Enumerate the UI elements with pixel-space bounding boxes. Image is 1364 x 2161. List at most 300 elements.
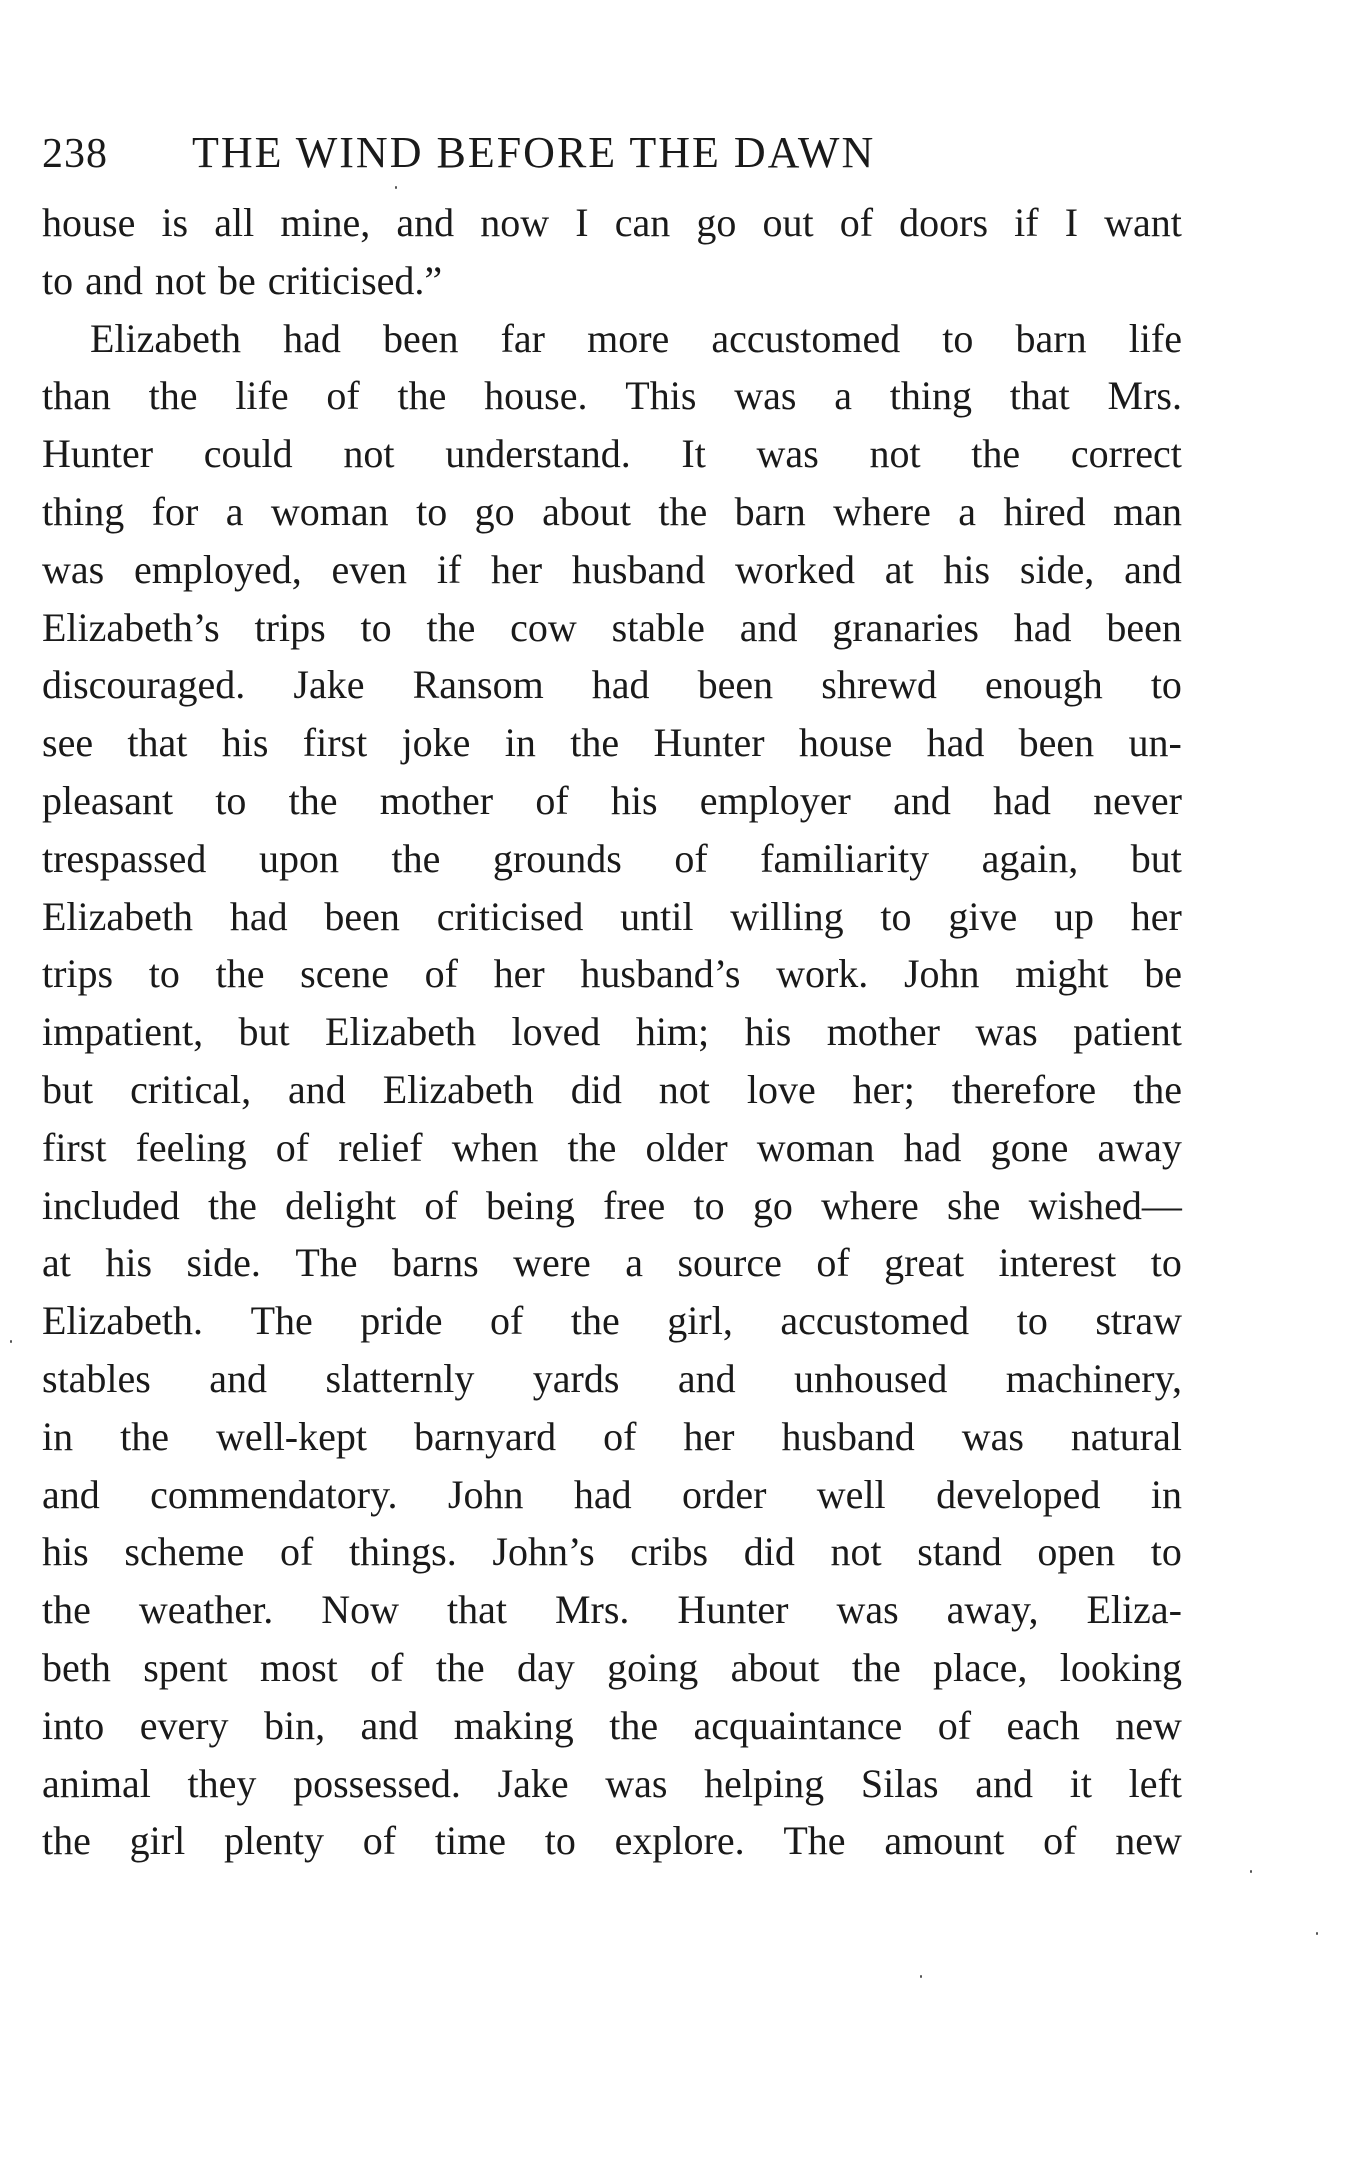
- word: Mrs.: [1107, 373, 1182, 419]
- word: amount: [884, 1818, 1005, 1864]
- word: barn: [1015, 315, 1087, 361]
- word: each: [1006, 1702, 1080, 1748]
- word: to: [42, 257, 74, 303]
- word: away: [1097, 1124, 1182, 1170]
- word: work.: [776, 951, 869, 997]
- text-line: [42, 656, 1182, 714]
- word: her: [1130, 893, 1182, 939]
- word: been: [1106, 604, 1182, 650]
- text-line: [42, 1061, 1182, 1119]
- word: John: [903, 951, 980, 997]
- word: Hunter: [677, 1587, 789, 1633]
- word: and: [893, 777, 951, 823]
- text-line: [42, 194, 1182, 252]
- word: but: [42, 1066, 94, 1112]
- word: the: [971, 431, 1021, 477]
- word: plenty: [223, 1818, 324, 1864]
- word: woman: [756, 1124, 875, 1170]
- word: but: [238, 1009, 290, 1055]
- word: This: [625, 373, 697, 419]
- word: yards: [532, 1355, 620, 1401]
- word: was: [734, 373, 797, 419]
- word: to: [942, 315, 974, 361]
- word: at: [42, 1240, 71, 1286]
- word: and: [85, 257, 143, 303]
- word: trespassed: [42, 835, 207, 881]
- word: man: [1113, 488, 1182, 534]
- word: grounds: [492, 835, 622, 881]
- word: familiarity: [760, 835, 930, 881]
- word: feeling: [135, 1124, 247, 1170]
- word: far: [500, 315, 546, 361]
- word: had: [993, 777, 1051, 823]
- word: had: [903, 1124, 962, 1170]
- word: John’s: [492, 1529, 595, 1575]
- word: Silas: [860, 1760, 939, 1806]
- word: his: [610, 777, 658, 823]
- word: animal: [42, 1760, 151, 1806]
- word: the: [851, 1644, 901, 1690]
- word: of: [326, 373, 360, 419]
- word: Hunter: [42, 431, 154, 477]
- word: gone: [990, 1124, 1069, 1170]
- word: going: [607, 1644, 699, 1690]
- text-line: [42, 1003, 1182, 1061]
- text-line: [42, 1292, 1182, 1350]
- word: his: [943, 546, 991, 592]
- text-line: [42, 1639, 1182, 1697]
- word: and: [1124, 546, 1182, 592]
- word: first: [302, 720, 368, 766]
- word: life: [1128, 315, 1182, 361]
- paper-speck: [1250, 1870, 1252, 1873]
- word: girl: [129, 1818, 186, 1864]
- running-head: [42, 118, 1182, 188]
- word: of: [370, 1644, 404, 1690]
- word: not: [830, 1529, 882, 1575]
- word: to: [1016, 1298, 1048, 1344]
- word: Ransom: [412, 662, 544, 708]
- word: to: [148, 951, 180, 997]
- word: helping: [704, 1760, 825, 1806]
- word: source: [677, 1240, 782, 1286]
- word: Elizabeth’s: [42, 604, 220, 650]
- word: out: [762, 200, 814, 245]
- word: barnyard: [413, 1413, 557, 1459]
- word: the: [120, 1413, 169, 1459]
- word: the: [570, 720, 620, 766]
- word: employer: [699, 777, 851, 823]
- paper-speck: [395, 186, 397, 189]
- text-line: [42, 599, 1182, 657]
- word: all: [214, 200, 255, 245]
- word: of: [424, 1182, 458, 1228]
- word: Jake: [497, 1760, 569, 1806]
- word: his: [105, 1240, 153, 1286]
- word: trips: [42, 951, 114, 997]
- word: not: [343, 431, 395, 477]
- word: his: [221, 720, 269, 766]
- word: they: [187, 1760, 257, 1806]
- word: had: [926, 720, 985, 766]
- word: the: [207, 1182, 257, 1228]
- word: about: [730, 1644, 820, 1690]
- word: of: [1043, 1818, 1077, 1864]
- word: at: [884, 546, 914, 592]
- word: was: [42, 546, 105, 592]
- word: criticised.”: [267, 257, 443, 303]
- word: the: [567, 1124, 617, 1170]
- word: Mrs.: [554, 1587, 630, 1633]
- word: of: [275, 1124, 310, 1170]
- word: the: [426, 604, 476, 650]
- word: was: [836, 1587, 899, 1633]
- word: joke: [401, 720, 471, 766]
- word: loved: [511, 1009, 601, 1055]
- word: of: [816, 1240, 850, 1286]
- word: cribs: [630, 1529, 709, 1575]
- word: The: [250, 1298, 313, 1344]
- word: about: [542, 488, 631, 534]
- word: of: [674, 835, 708, 881]
- word: mother: [826, 1009, 940, 1055]
- word: time: [434, 1818, 506, 1864]
- word: but: [1130, 835, 1182, 881]
- word: wished—: [1028, 1182, 1182, 1228]
- text-line: [42, 1408, 1182, 1466]
- word: love: [746, 1066, 816, 1112]
- word: new: [1115, 1702, 1182, 1748]
- word: not: [658, 1066, 710, 1112]
- word: impatient,: [42, 1009, 204, 1055]
- word: the: [435, 1644, 485, 1690]
- word: delight: [285, 1182, 397, 1228]
- text-line: [42, 1119, 1182, 1177]
- word: when: [451, 1124, 539, 1170]
- word: in: [1150, 1471, 1182, 1517]
- word: it: [1069, 1760, 1092, 1806]
- word: the: [658, 488, 708, 534]
- word: and: [739, 604, 798, 650]
- word: been: [324, 893, 400, 939]
- word: of: [490, 1298, 524, 1344]
- word: scheme: [124, 1529, 245, 1575]
- word: might: [1015, 951, 1109, 997]
- word: and: [42, 1471, 100, 1517]
- text-line: [42, 945, 1182, 1003]
- word: to: [544, 1818, 576, 1864]
- word: mother: [379, 777, 494, 823]
- word: to: [880, 893, 912, 939]
- word: was: [975, 1009, 1038, 1055]
- text-line: [42, 541, 1182, 599]
- word: machinery,: [1005, 1355, 1182, 1401]
- word: and: [975, 1760, 1034, 1806]
- word: away,: [946, 1587, 1039, 1633]
- word: life: [235, 373, 289, 419]
- text-line: [42, 1523, 1182, 1581]
- word: correct: [1070, 431, 1182, 477]
- word: cow: [510, 604, 577, 650]
- word: new: [1115, 1818, 1182, 1864]
- word: to: [1150, 1529, 1182, 1575]
- text-line: [42, 310, 1182, 368]
- word: John: [447, 1471, 524, 1517]
- word: did: [743, 1529, 795, 1575]
- word: making: [453, 1702, 574, 1748]
- word: side,: [1019, 546, 1095, 592]
- word: commendatory.: [150, 1471, 398, 1517]
- word: straw: [1095, 1298, 1182, 1344]
- word: Eliza-: [1086, 1587, 1182, 1633]
- word: Elizabeth: [382, 1066, 534, 1112]
- word: every: [139, 1702, 229, 1748]
- word: and: [677, 1355, 736, 1401]
- word: and: [360, 1702, 419, 1748]
- word: relief: [338, 1124, 423, 1170]
- word: the: [148, 373, 198, 419]
- word: girl,: [667, 1298, 733, 1344]
- paper-speck: [10, 1340, 12, 1343]
- word: and: [396, 200, 455, 245]
- word: the: [215, 951, 265, 997]
- page-number: 238: [42, 131, 108, 177]
- word: was: [756, 431, 819, 477]
- word: a: [834, 373, 852, 419]
- word: most: [260, 1644, 338, 1690]
- word: into: [42, 1702, 105, 1748]
- text-line: [42, 483, 1182, 541]
- word: in: [504, 720, 536, 766]
- text-line: [42, 1755, 1182, 1813]
- word: that: [446, 1587, 507, 1633]
- word: now: [480, 200, 550, 245]
- word: give: [948, 893, 1018, 939]
- text-line: [42, 1234, 1182, 1292]
- word: discouraged.: [42, 662, 246, 708]
- word: criticised: [436, 893, 584, 939]
- word: stand: [917, 1529, 1002, 1575]
- text-body: [42, 194, 1182, 1870]
- word: pride: [360, 1298, 443, 1344]
- book-title: THE WIND BEFORE THE DAWN: [192, 128, 876, 177]
- word: accustomed: [711, 315, 901, 361]
- word: things.: [348, 1529, 457, 1575]
- word: Elizabeth: [42, 893, 194, 939]
- word: been: [383, 315, 459, 361]
- word: him;: [635, 1009, 710, 1055]
- word: slatternly: [325, 1355, 475, 1401]
- text-line: [42, 714, 1182, 772]
- word: to: [416, 488, 448, 534]
- word: that: [127, 720, 188, 766]
- word: the: [42, 1587, 91, 1633]
- book-page: [42, 118, 1182, 1870]
- word: Elizabeth.: [42, 1298, 204, 1344]
- word: for: [151, 488, 199, 534]
- word: of: [937, 1702, 972, 1748]
- word: un-: [1128, 720, 1182, 766]
- word: scene: [300, 951, 389, 997]
- word: to: [360, 604, 392, 650]
- word: than: [42, 373, 111, 419]
- word: older: [645, 1124, 728, 1170]
- word: great: [884, 1240, 965, 1286]
- word: house.: [484, 373, 588, 419]
- word: Elizabeth: [325, 1009, 477, 1055]
- word: and: [288, 1066, 346, 1112]
- word: house: [42, 200, 136, 245]
- word: trips: [254, 604, 326, 650]
- word: being: [485, 1182, 575, 1228]
- word: Hunter: [653, 720, 765, 766]
- word: I: [1064, 200, 1079, 245]
- word: of: [279, 1529, 314, 1575]
- text-line: [42, 367, 1182, 425]
- word: to: [215, 777, 247, 823]
- word: where: [833, 488, 931, 534]
- word: open: [1037, 1529, 1116, 1575]
- text-line: [42, 1581, 1182, 1639]
- text-line: [42, 1466, 1182, 1524]
- word: want: [1104, 200, 1182, 245]
- word: worked: [735, 546, 855, 592]
- word: that: [1009, 373, 1070, 419]
- word: the: [42, 1818, 91, 1864]
- paper-speck: [1316, 1932, 1318, 1935]
- word: be: [1144, 951, 1182, 997]
- word: had: [573, 1471, 632, 1517]
- word: natural: [1070, 1413, 1182, 1459]
- word: can: [614, 200, 671, 245]
- word: accustomed: [780, 1298, 970, 1344]
- word: stable: [611, 604, 705, 650]
- word: day: [517, 1644, 575, 1690]
- word: been: [1018, 720, 1095, 766]
- word: if: [1014, 200, 1039, 245]
- word: employed,: [134, 546, 302, 592]
- word: house: [798, 720, 893, 766]
- word: never: [1093, 777, 1182, 823]
- text-line: [42, 1697, 1182, 1755]
- word: barns: [392, 1240, 479, 1286]
- word: go: [696, 200, 737, 245]
- word: explore.: [614, 1818, 745, 1864]
- word: had: [229, 893, 288, 939]
- text-line: [42, 1350, 1182, 1408]
- word: possessed.: [293, 1760, 461, 1806]
- word: see: [42, 720, 94, 766]
- word: patient: [1073, 1009, 1182, 1055]
- word: the: [391, 835, 441, 881]
- word: It: [681, 431, 706, 477]
- word: granaries: [832, 604, 979, 650]
- text-line: [42, 252, 1182, 310]
- word: a: [958, 488, 977, 534]
- word: weather.: [138, 1587, 274, 1633]
- word: had: [283, 315, 341, 361]
- word: thing: [42, 488, 125, 534]
- word: had: [591, 662, 650, 708]
- word: The: [295, 1240, 358, 1286]
- text-line: [42, 888, 1182, 946]
- word: the: [1133, 1066, 1182, 1112]
- word: husband’s: [580, 951, 741, 997]
- word: his: [744, 1009, 792, 1055]
- word: a: [225, 488, 244, 534]
- word: of: [535, 777, 569, 823]
- word: The: [783, 1818, 846, 1864]
- word: be: [218, 257, 256, 303]
- word: well: [816, 1471, 886, 1517]
- word: of: [839, 200, 874, 245]
- word: more: [587, 315, 670, 361]
- word: of: [424, 951, 458, 997]
- word: until: [620, 893, 694, 939]
- word: husband: [781, 1413, 915, 1459]
- word: thing: [889, 373, 972, 419]
- word: understand.: [445, 431, 631, 477]
- word: the: [288, 777, 338, 823]
- word: side.: [186, 1240, 261, 1286]
- word: of: [603, 1413, 637, 1459]
- word: place,: [933, 1644, 1028, 1690]
- text-line: [42, 1812, 1182, 1870]
- word: if: [436, 546, 462, 592]
- word: the: [397, 373, 447, 419]
- word: hired: [1003, 488, 1086, 534]
- word: is: [161, 200, 189, 245]
- word: woman: [270, 488, 389, 534]
- text-line: [42, 1177, 1182, 1235]
- word: did: [570, 1066, 622, 1112]
- word: left: [1128, 1760, 1182, 1806]
- word: shrewd: [821, 662, 937, 708]
- text-line: [42, 830, 1182, 888]
- word: doors: [899, 200, 989, 245]
- word: to: [1150, 1240, 1182, 1286]
- word: Now: [321, 1587, 399, 1633]
- word: not: [154, 257, 207, 303]
- word: acquaintance: [693, 1702, 903, 1748]
- word: spent: [143, 1644, 228, 1690]
- word: order: [682, 1471, 767, 1517]
- paper-speck: [920, 1975, 922, 1978]
- word: Jake: [293, 662, 365, 708]
- word: husband: [571, 546, 706, 592]
- word: she: [947, 1182, 1001, 1228]
- word: barn: [734, 488, 806, 534]
- word: bin,: [263, 1702, 326, 1748]
- word: looking: [1059, 1644, 1182, 1690]
- word: of: [362, 1818, 397, 1864]
- word: had: [1013, 604, 1072, 650]
- word: pleasant: [42, 777, 174, 823]
- word: up: [1054, 893, 1094, 939]
- word: to: [693, 1182, 725, 1228]
- word: free: [603, 1182, 666, 1228]
- word: beth: [42, 1644, 111, 1690]
- word: again,: [981, 835, 1079, 881]
- word: a: [625, 1240, 644, 1286]
- word: were: [513, 1240, 591, 1286]
- word: was: [961, 1413, 1024, 1459]
- word: the: [609, 1702, 659, 1748]
- word: even: [331, 546, 408, 592]
- word: unhoused: [794, 1355, 948, 1401]
- word: the: [570, 1298, 620, 1344]
- word: critical,: [130, 1066, 252, 1112]
